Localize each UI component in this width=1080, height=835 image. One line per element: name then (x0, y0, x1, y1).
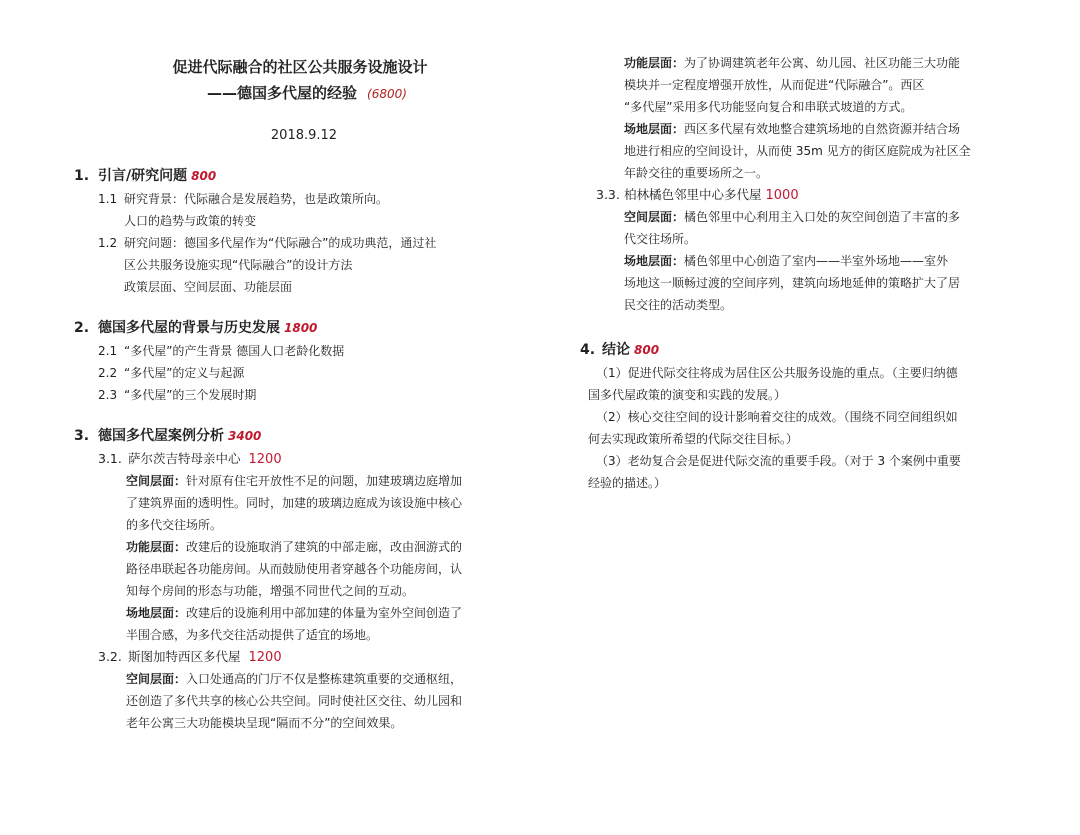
conclusion-2-line-1: （2）核心交往空间的设计影响着交往的成效。（围绕不同空间组织如 (596, 410, 958, 424)
item-number: 2.2 (98, 366, 118, 380)
case-3-2-heading (60, 646, 540, 668)
case-3-2-function-line-3: “多代屋”采用多代功能竖向复合和串联式坡道的方式。 (624, 100, 913, 114)
case-3-2-space-line-2: 还创造了多代共享的核心公共空间。同时使社区交往、幼儿园和 (126, 694, 463, 708)
item-1-1-cont: 人口的趋势与政策的转变 (124, 214, 257, 228)
section-number: 3. (74, 428, 90, 444)
conclusion-1-line-1: （1）促进代际交往将成为居住区公共服务设施的重点。（主要归纳德 (596, 366, 958, 380)
case-3-2-site-line-2: 地进行相应的空间设计，从而使 35m 见方的街区庭院成为社区全 (624, 144, 971, 158)
item-number: 1.1 (98, 192, 118, 206)
paragraph-label: 功能层面： (624, 56, 685, 70)
paragraph-text: 针对原有住宅开放性不足的问题，加建玻璃边庭增加 (186, 474, 463, 488)
section-2-heading (60, 316, 540, 340)
case-3-2-function-line-1 (580, 52, 1050, 74)
case-3-1-site-line-2: 半围合感，为多代交往活动提供了适宜的场地。 (126, 628, 379, 642)
item-number: 2.3 (98, 388, 118, 402)
case-word-count: 1000 (765, 188, 799, 203)
item-2-3 (60, 384, 540, 406)
item-text: “多代屋”的定义与起源 (124, 366, 245, 380)
case-3-2-space-line-3: 老年公寓三大功能模块呈现“隔而不分”的空间效果。 (126, 716, 403, 730)
item-1-2 (60, 232, 540, 254)
paragraph-label: 空间层面： (624, 210, 685, 224)
subtitle-text: ——德国多代屋的经验 (207, 84, 358, 102)
item-text: “多代屋”的三个发展时期 (124, 388, 257, 402)
case-3-1-heading (60, 448, 540, 470)
item-1-2-cont2: 政策层面、空间层面、功能层面 (124, 280, 293, 294)
paragraph-text: 西区多代屋有效地整合建筑场地的自然资源并结合场 (684, 122, 961, 136)
case-3-1-site-line-1 (60, 602, 540, 624)
document-title: 促进代际融合的社区公共服务设施设计 (172, 58, 428, 76)
paragraph-text: 改建后的设施取消了建筑的中部走廊，改由洄游式的 (186, 540, 463, 554)
paragraph-text: 橘色邻里中心创造了室内——半室外场地——室外 (684, 254, 949, 268)
paragraph-text: 为了协调建筑老年公寓、幼儿园、社区功能三大功能 (684, 56, 961, 70)
item-text: “多代屋”的产生背景 德国人口老龄化数据 (124, 344, 345, 358)
case-number: 3.2. (98, 649, 122, 664)
left-column (60, 54, 540, 734)
item-1-1 (60, 188, 540, 210)
item-2-1 (60, 340, 540, 362)
section-number: 1. (74, 168, 90, 184)
case-3-1-function-line-3: 知每个房间的形态与功能，增强不同世代之间的互动。 (126, 584, 415, 598)
item-2-2 (60, 362, 540, 384)
paragraph-label: 场地层面： (126, 606, 187, 620)
right-column (580, 52, 1050, 494)
case-3-1-function-line-2: 路径串联起各功能房间。从而鼓励使用者穿越各个功能房间，认 (126, 562, 463, 576)
case-title: 萨尔茨吉特母亲中心 (128, 451, 241, 466)
section-title: 引言/研究问题 (98, 168, 188, 184)
document-subtitle (74, 80, 540, 106)
case-title: 斯图加特西区多代屋 (128, 649, 241, 664)
section-word-count: 1800 (284, 321, 318, 335)
section-title: 结论 (602, 342, 630, 358)
section-1-heading (60, 164, 540, 188)
case-3-1-space-line-3: 的多代交往场所。 (126, 518, 223, 532)
paragraph-label: 空间层面： (126, 474, 187, 488)
conclusion-3-line-2: 经验的描述。） (588, 476, 667, 490)
case-3-1-space-line-1 (60, 470, 540, 492)
case-3-2-site-line-3: 年龄交往的重要场所之一。 (624, 166, 769, 180)
case-word-count: 1200 (248, 650, 282, 665)
case-3-1-space-line-2: 了建筑界面的透明性。同时，加建的玻璃边庭成为该设施中核心 (126, 496, 463, 510)
paragraph-label: 空间层面： (126, 672, 187, 686)
conclusion-2-line-2: 何去实现政策所希望的代际交往目标。） (588, 432, 799, 446)
section-4-heading (580, 338, 1050, 362)
item-number: 1.2 (98, 236, 118, 250)
section-number: 4. (580, 342, 596, 358)
item-text: 研究问题：德国多代屋作为“代际融合”的成功典范，通过社 (124, 236, 437, 250)
case-title: 柏林橘色邻里中心多代屋 (624, 187, 762, 202)
total-word-count: (6800) (367, 87, 407, 101)
case-number: 3.3. (596, 187, 620, 202)
paragraph-label: 功能层面： (126, 540, 187, 554)
document-date: 2018.9.12 (270, 128, 338, 143)
case-3-3-site-line-3: 民交往的活动类型。 (624, 298, 733, 312)
section-number: 2. (74, 320, 90, 336)
paragraph-text: 改建后的设施利用中部加建的体量为室外空间创造了 (186, 606, 463, 620)
paragraph-label: 场地层面： (624, 122, 685, 136)
section-title: 德国多代屋案例分析 (98, 428, 224, 444)
item-number: 2.1 (98, 344, 118, 358)
section-3-heading (60, 424, 540, 448)
conclusion-1-line-2: 国多代屋政策的演变和实践的发展。） (588, 388, 787, 402)
paragraph-label: 场地层面： (624, 254, 685, 268)
item-text: 研究背景：代际融合是发展趋势，也是政策所向。 (124, 192, 389, 206)
case-word-count: 1200 (248, 452, 282, 467)
section-word-count: 800 (634, 343, 660, 357)
case-3-2-site-line-1 (580, 118, 1050, 140)
case-3-3-site-line-2: 场地这一顺畅过渡的空间序列，建筑向场地延伸的策略扩大了居 (624, 276, 961, 290)
conclusion-3-line-1: （3）老幼复合会是促进代际交流的重要手段。（对于 3 个案例中重要 (596, 454, 961, 468)
case-3-1-function-line-1 (60, 536, 540, 558)
case-3-3-site-line-1 (580, 250, 1050, 272)
case-3-2-space-line-1 (60, 668, 540, 690)
case-3-3-space-line-1 (580, 206, 1050, 228)
section-word-count: 800 (191, 169, 217, 183)
case-3-3-space-line-2: 代交往场所。 (624, 232, 697, 246)
section-word-count: 3400 (228, 429, 262, 443)
case-3-3-heading (580, 184, 1050, 206)
paragraph-text: 入口处通高的门厅不仅是整栋建筑重要的交通枢纽， (186, 672, 463, 686)
section-title: 德国多代屋的背景与历史发展 (98, 320, 280, 336)
paragraph-text: 橘色邻里中心利用主入口处的灰空间创造了丰富的多 (684, 210, 961, 224)
case-number: 3.1. (98, 451, 122, 466)
case-3-2-function-line-2: 模块并一定程度增强开放性，从而促进“代际融合”。西区 (624, 78, 925, 92)
item-1-2-cont: 区公共服务设施实现“代际融合”的设计方法 (124, 258, 353, 272)
